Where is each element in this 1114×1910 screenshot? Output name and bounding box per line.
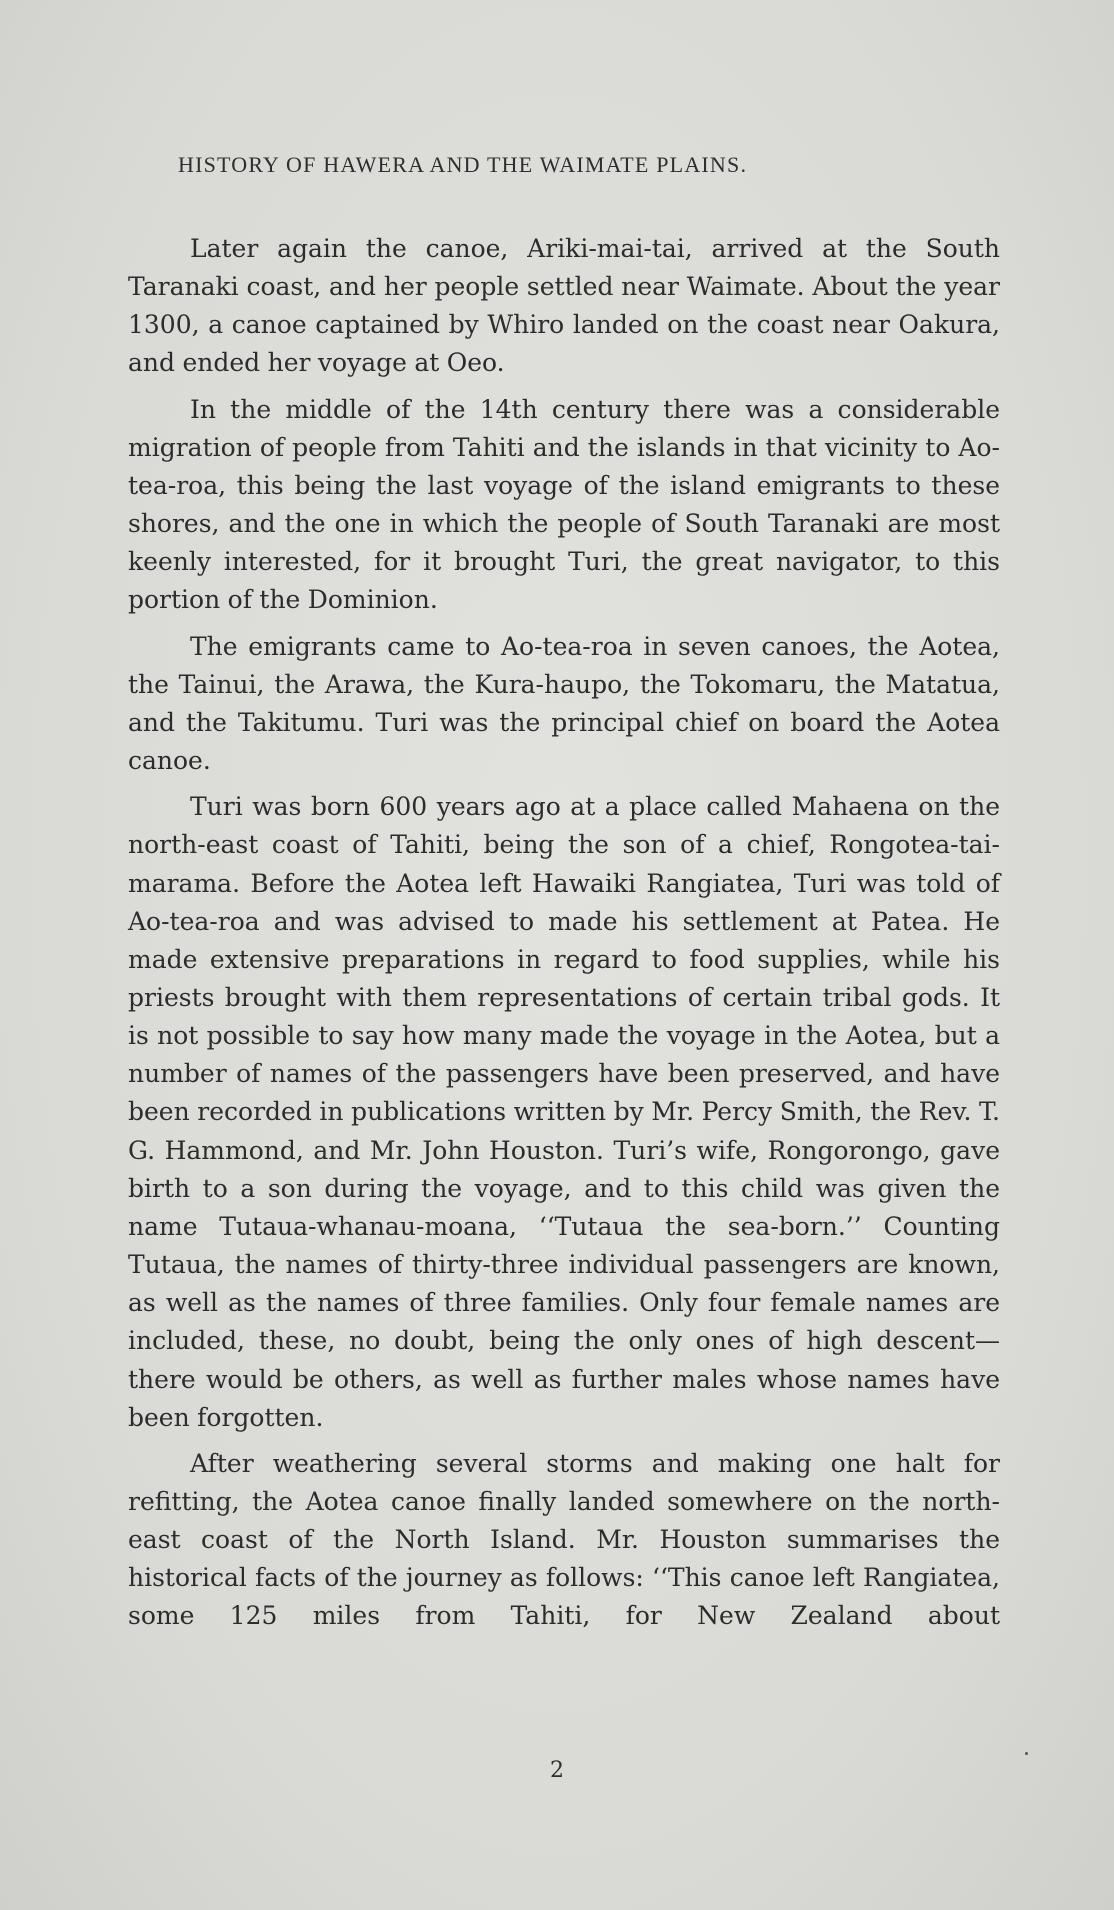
body-text	[128, 230, 1000, 1644]
paragraph-aotea-landing: After weathering several storms and making one halt for refitting, the Aotea canoe finally landed somewhere on the north-east coast of the North Island. Mr. Houston summarises the historical facts of the journey as follows: ‘‘This canoe left Rangiatea, some 125 miles from Tahiti, for New Zealand about	[128, 1448, 1000, 1631]
paragraph-seven-canoes: The emigrants came to Ao-tea-roa in seven canoes, the Aotea, the Tainui, the Arawa, the Kura-haupo, the Tokomaru, the Matatua, and the Takitumu. Turi was the principal chief on board the Aotea canoe.	[128, 631, 1000, 776]
running-head: HISTORY OF HAWERA AND THE WAIMATE PLAINS.	[178, 152, 748, 177]
paragraph-turi-biography: Turi was born 600 years ago at a place called Mahaena on the north-east coast of Tahiti, being the son of a chief, Rongotea-tai-marama. Before the Aotea left Hawaiki Rangiatea, Turi was told of Ao-tea-roa and was advised to made his settlement at Patea. He made extensive preparations in regard to food supplies, while his priests brought with them representations of certain tribal gods. It is not possible to say how many made the voyage in the Aotea, but a number of names of the passengers have been preserved, and have been recorded in publications written by Mr. Percy Smith, the Rev. T. G. Hammond, and Mr. John Houston. Turi’s wife, Rongorongo, gave birth to a son during the voyage, and to this child was given the name Tutaua-whanau-moana, ‘‘Tutaua the sea-born.’’ Counting Tutaua, the names of thirty-three individual passengers are known, as well as the names of three families. Only four female names are included, these, no doubt, being the only ones of high descent—there would be others, as well as further males whose names have been forgotten.	[128, 792, 1000, 1432]
paragraph-14th-century-migration: In the middle of the 14th century there was a considerable migration of people from Tahiti and the islands in that vicinity to Ao-tea-roa, this being the last voyage of the island emigrants to these shores, and the one in which the people of South Taranaki are most keenly interested, for it brought Turi, the great navigator, to this portion of the Dominion.	[128, 394, 1000, 615]
page-number: 2	[550, 1758, 564, 1783]
paragraph-ariki-mai-tai: Later again the canoe, Ariki-mai-tai, arrived at the South Taranaki coast, and her people settled near Waimate. About the year 1300, a canoe captained by Whiro landed on the coast near Oakura, and ended her voyage at Oeo.	[128, 234, 1000, 378]
paper-speck	[1025, 1752, 1028, 1755]
